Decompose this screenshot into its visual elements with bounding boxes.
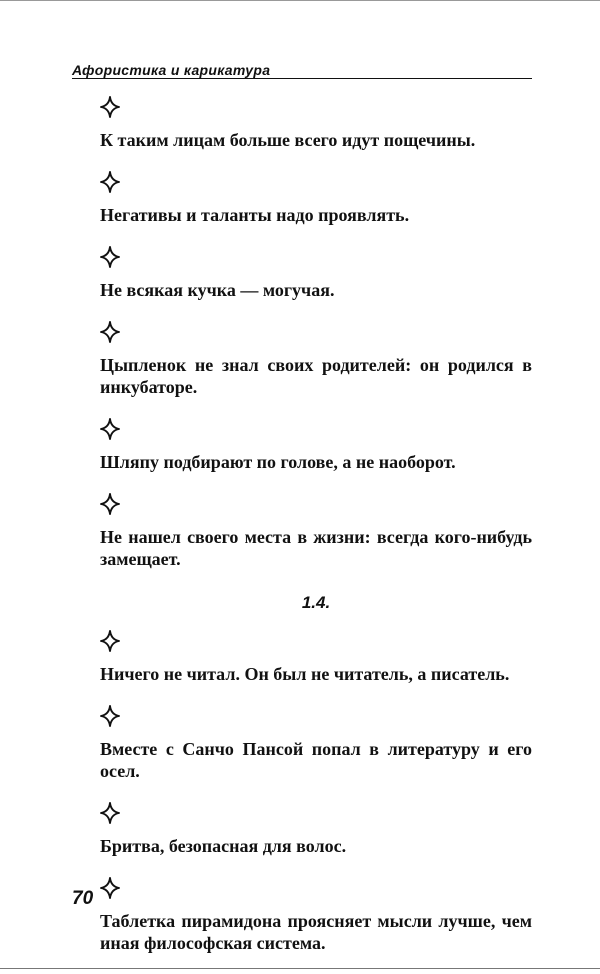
aphorism: Ничего не читал. Он был не читатель, а писатель. bbox=[100, 664, 510, 684]
four-point-star-icon bbox=[100, 418, 532, 440]
aphorism: Таблетка пирамидона проясняет мысли лучше, чем иная философская система. bbox=[100, 911, 532, 953]
four-point-star-icon bbox=[100, 877, 532, 899]
four-point-star-icon bbox=[100, 246, 532, 268]
four-point-star-icon bbox=[100, 96, 532, 118]
page-top-edge bbox=[0, 0, 600, 1]
aphorism: Вместе с Санчо Пансой попал в литературу и его осел. bbox=[100, 739, 532, 781]
running-header-title: Афористика и карикатура bbox=[72, 62, 271, 78]
aphorism: К таким лицам больше всего идут пощечины. bbox=[100, 130, 476, 150]
four-point-star-icon bbox=[100, 321, 532, 343]
page-content bbox=[100, 96, 532, 974]
four-point-star-icon bbox=[100, 171, 532, 193]
aphorism: Бритва, безопасная для волос. bbox=[100, 836, 347, 856]
page-bottom-edge bbox=[0, 968, 600, 969]
page-number: 70 bbox=[72, 888, 94, 909]
running-header bbox=[72, 60, 532, 82]
section-number: 1.4. bbox=[301, 593, 331, 612]
four-point-star-icon bbox=[100, 493, 532, 515]
aphorism: Негативы и таланты надо проявлять. bbox=[100, 205, 410, 225]
four-point-star-icon bbox=[100, 630, 532, 652]
aphorism: Не нашел своего места в жизни: всегда кого-нибудь замещает. bbox=[100, 527, 532, 569]
four-point-star-icon bbox=[100, 705, 532, 727]
aphorism: Цыпленок не знал своих родителей: он родился в инкубаторе. bbox=[100, 355, 532, 397]
aphorism: Не всякая кучка — могучая. bbox=[100, 280, 335, 300]
header-rule bbox=[72, 78, 532, 79]
four-point-star-icon bbox=[100, 802, 532, 824]
aphorism: Шляпу подбирают по голове, а не наоборот. bbox=[100, 452, 456, 472]
